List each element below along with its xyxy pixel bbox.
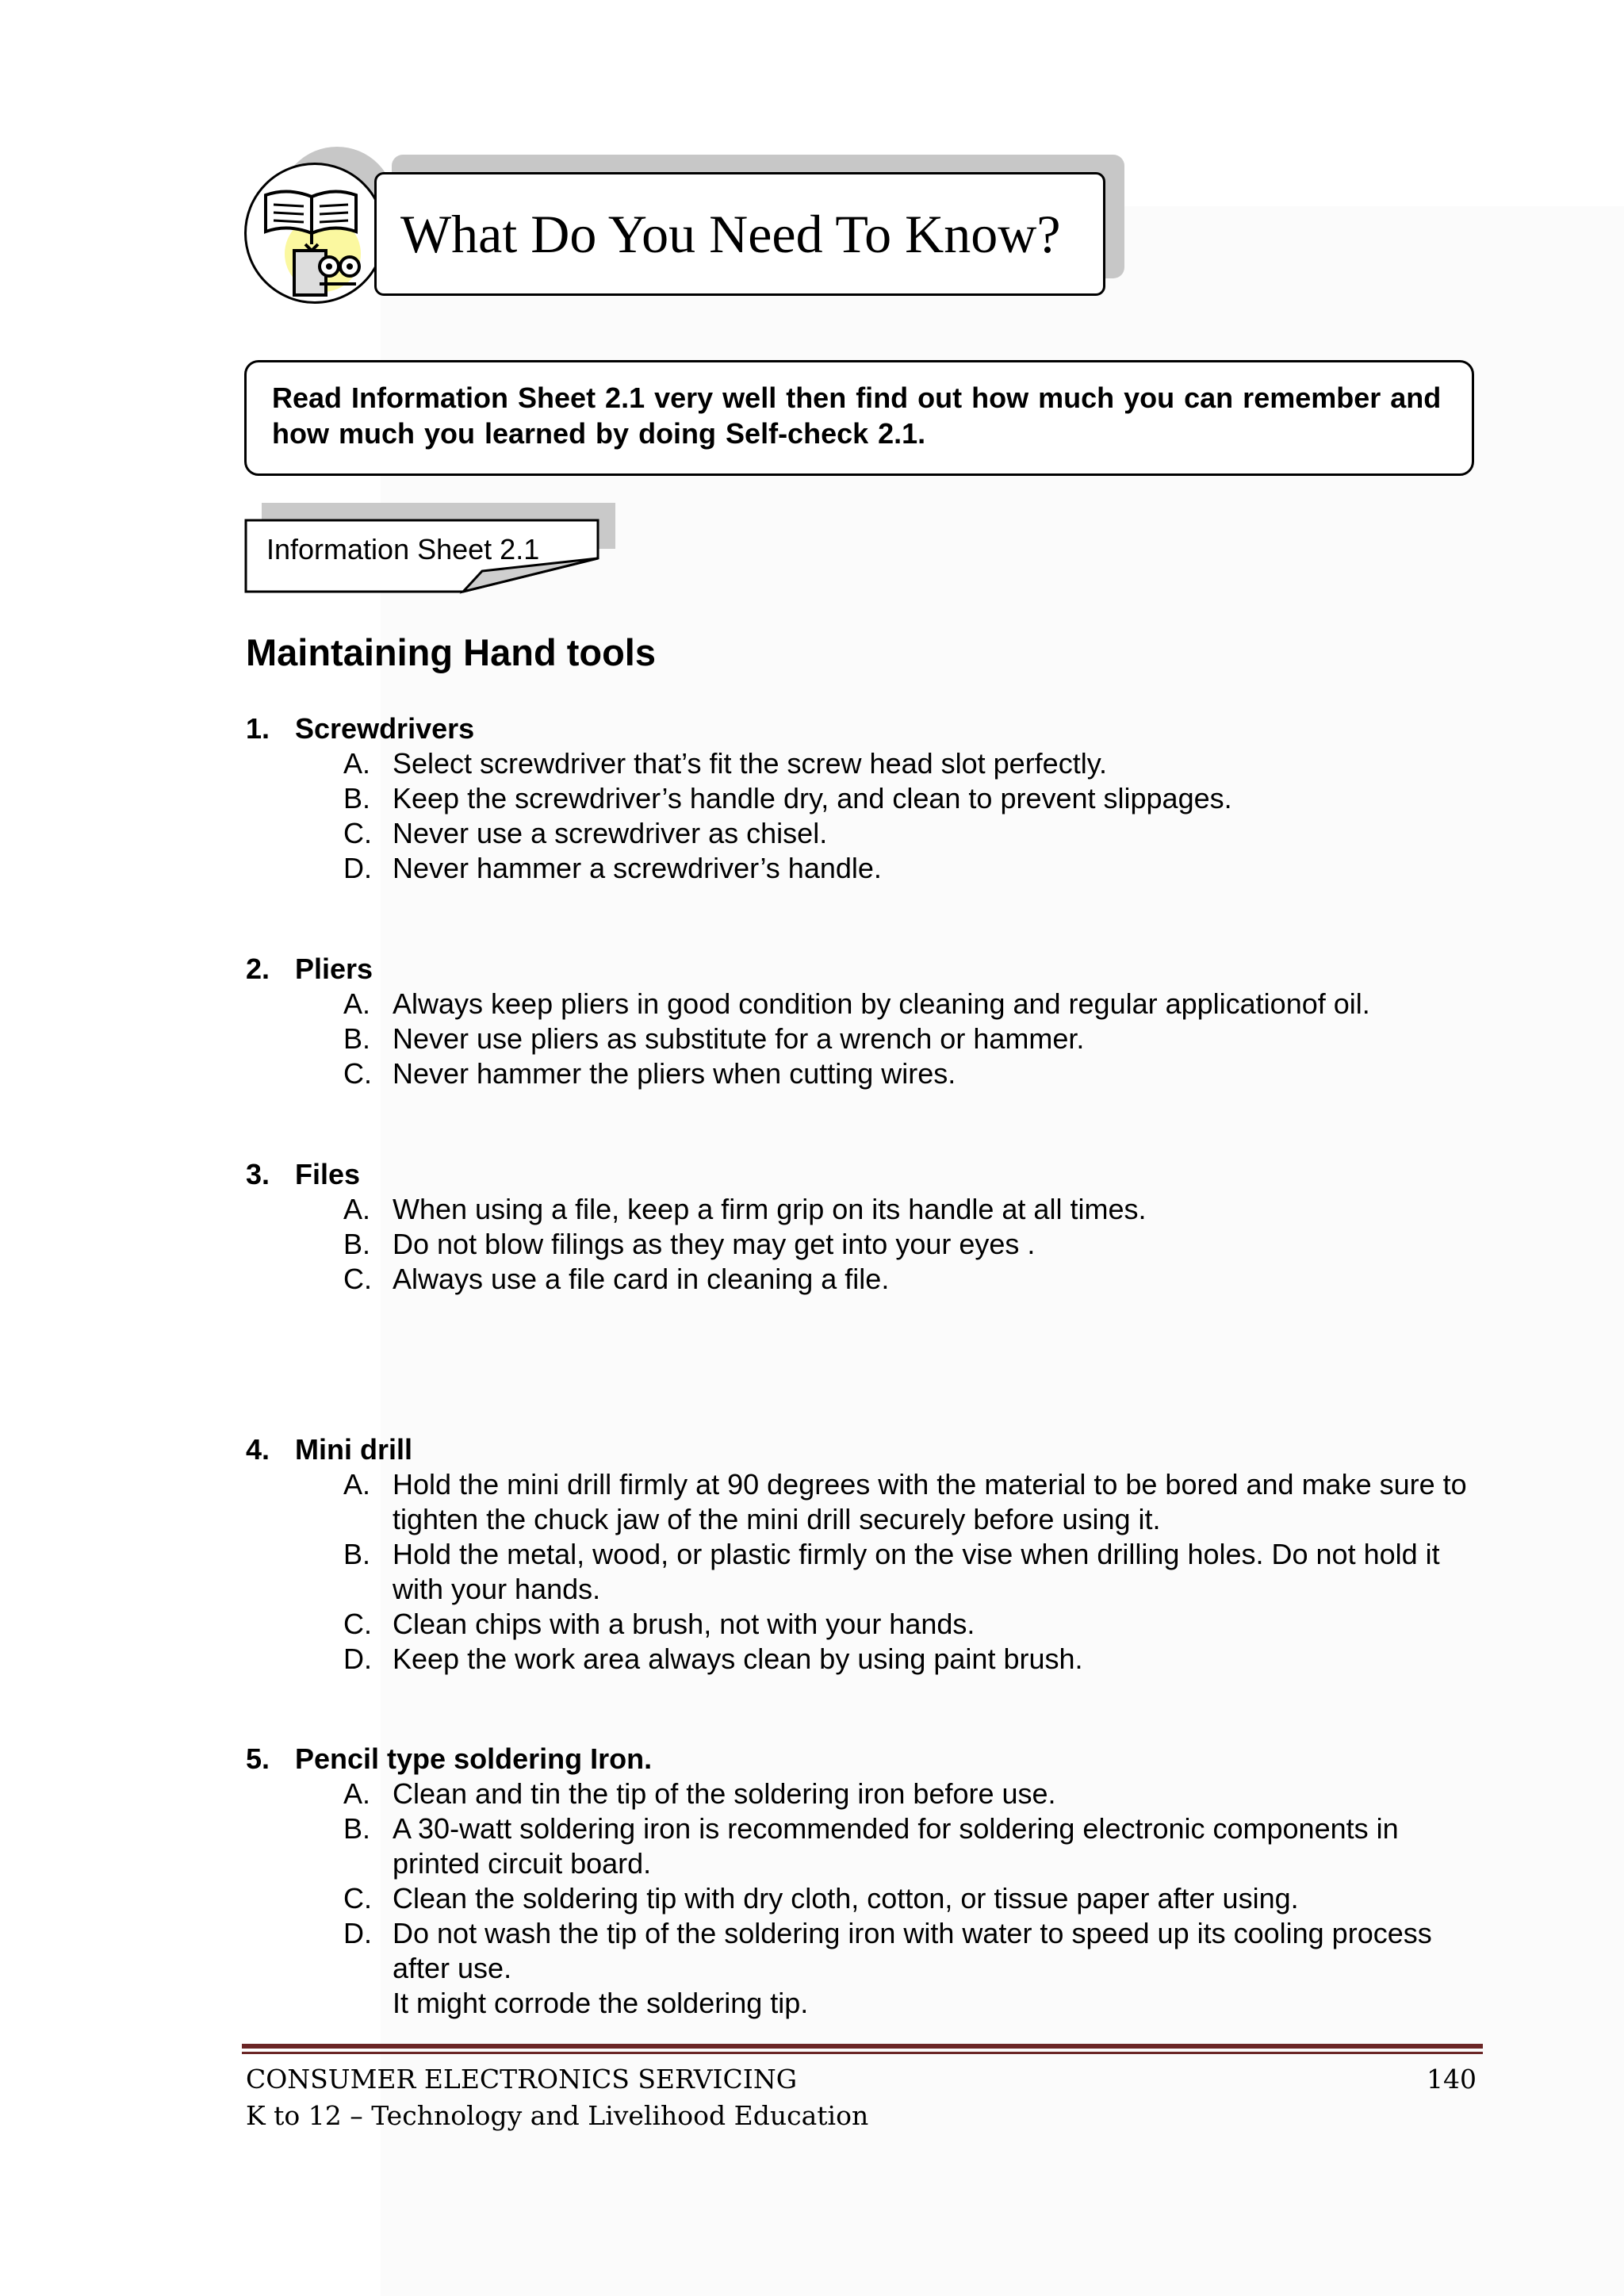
instruction-text: Read Information Sheet 2.1 very well then find out how much you can remember and how much you learned by doing Self-check 2.1.: [272, 381, 1442, 450]
tool-section-soldering-iron: 5. Pencil type soldering Iron. A. Clean and tin the tip of the soldering iron before use. B. A 30-watt soldering iron is recommended for soldering electronic components in printed circuit board. C. Clean the soldering tip with dry cloth, cotton, or tissue paper after using. D. Do not wash the tip of the soldering iron with water to speed up its cooling process after use. It might corrode the soldering tip.: [246, 1742, 1479, 2021]
list-item: A. When using a file, keep a firm grip on its handle at all times.: [343, 1193, 1147, 1225]
tool-section-files: 3. Files A. When using a file, keep a firm grip on its handle at all times. B. Do not blow filings as they may get into your eyes . C. Always use a file card in cleaning a file.: [246, 1157, 1479, 1297]
tool-section-mini-drill: 4. Mini drill A. Hold the mini drill firmly at 90 degrees with the material to be bored and make sure to tighten the chuck jaw of the mini drill securely before using it. B. Hold the metal, wood, or plastic firmly on the vise when drilling holes. Do not hold it with your hands. C. Clean chips with a brush, not with your hands. D. Keep the work area always clean by using paint brush.: [246, 1432, 1479, 1677]
list-item: A. Clean and tin the tip of the soldering iron before use.: [343, 1777, 1056, 1810]
list-item: B. A 30-watt soldering iron is recommended for soldering electronic components in printed circuit board.: [343, 1812, 1399, 1880]
list-item: D. Never hammer a screwdriver’s handle.: [343, 852, 882, 884]
list-item: D. Do not wash the tip of the soldering iron with water to speed up its cooling process after use.: [343, 1917, 1432, 1984]
list-item: B. Do not blow filings as they may get into your eyes .: [343, 1228, 1036, 1260]
tool-section-pliers: 2. Pliers A. Always keep pliers in good condition by cleaning and regular applicationof oil. B. Never use pliers as substitute for a wrench or hammer. C. Never hammer the pliers when cutting wires.: [246, 952, 1479, 1091]
tool-title: Pliers: [295, 953, 373, 985]
list-item-note: It might corrode the soldering tip.: [393, 1987, 809, 2019]
tool-title: Screwdrivers: [295, 712, 475, 745]
list-item: B. Never use pliers as substitute for a wrench or hammer.: [343, 1022, 1085, 1055]
page-title: What Do You Need To Know?: [400, 203, 1061, 264]
footer-subtitle: K to 12 – Technology and Livelihood Education: [246, 2100, 869, 2131]
list-item: C. Clean the soldering tip with dry cloth, cotton, or tissue paper after using.: [343, 1882, 1299, 1915]
list-item: C. Clean chips with a brush, not with your hands.: [343, 1608, 975, 1640]
list-item: B. Hold the metal, wood, or plastic firmly on the vise when drilling holes. Do not hold it with your hands.: [343, 1538, 1440, 1605]
header-banner: [244, 147, 1124, 305]
tool-steps: [246, 1192, 1479, 1297]
information-sheet-label: Information Sheet 2.1: [266, 533, 540, 565]
list-item: A. Select screwdriver that’s fit the screw head slot perfectly.: [343, 747, 1108, 780]
list-item: A. Hold the mini drill firmly at 90 degrees with the material to be bored and make sure to tighten the chuck jaw of the mini drill securely before using it.: [343, 1468, 1467, 1535]
header-title-box: [374, 172, 1105, 296]
tool-title: Mini drill: [295, 1433, 412, 1466]
tool-steps: [246, 1467, 1479, 1677]
tool-title: Files: [295, 1158, 361, 1190]
tool-title: Pencil type soldering Iron.: [295, 1742, 653, 1775]
tool-steps: [246, 1777, 1479, 2021]
tool-steps: [246, 746, 1479, 886]
instruction-callout: [244, 360, 1474, 476]
list-item: C. Always use a file card in cleaning a file.: [343, 1263, 890, 1295]
section-heading: Maintaining Hand tools: [246, 631, 656, 673]
reading-person-icon: [244, 163, 385, 304]
list-item: D. Keep the work area always clean by using paint brush.: [343, 1642, 1083, 1675]
tool-steps: [246, 987, 1479, 1091]
footer-course: CONSUMER ELECTRONICS SERVICING: [246, 2064, 798, 2095]
footer-divider: [242, 2044, 1483, 2054]
list-item: C. Never hammer the pliers when cutting wires.: [343, 1057, 956, 1090]
list-item: B. Keep the screwdriver’s handle dry, and clean to prevent slippages.: [343, 782, 1232, 815]
information-sheet-tag: [244, 503, 617, 596]
page-number: 140: [1427, 2064, 1477, 2095]
list-item: C. Never use a screwdriver as chisel.: [343, 817, 828, 849]
tool-section-screwdrivers: 1. Screwdrivers A. Select screwdriver that’s fit the screw head slot perfectly. B. Keep the screwdriver’s handle dry, and clean to prevent slippages. C. Never use a screwdriver as chisel. D. Never hammer a screwdriver’s handle.: [246, 711, 1479, 886]
list-item: A. Always keep pliers in good condition by cleaning and regular applicationof oil.: [343, 987, 1370, 1020]
